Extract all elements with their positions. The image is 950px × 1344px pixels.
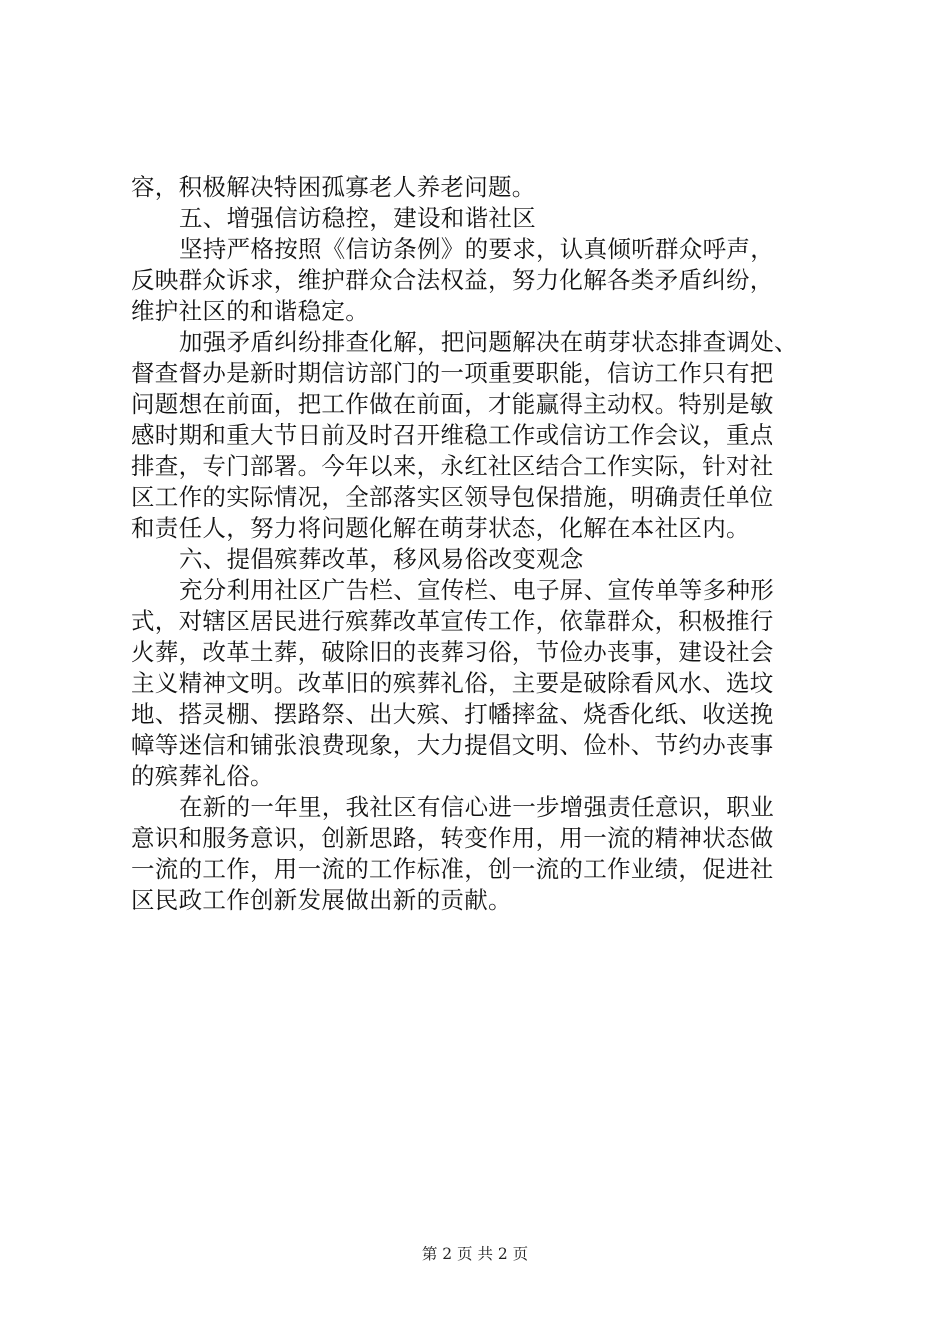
text-line-24: 区民政工作创新发展做出新的贡献。 — [131, 886, 512, 914]
section-heading-5: 五、增强信访稳控，建设和谐社区 — [179, 204, 536, 232]
text-line-17: 主义精神文明。改革旧的殡葬礼俗，主要是破除看风水、选坟 — [131, 669, 774, 697]
text-line-19: 幛等迷信和铺张浪费现象，大力提倡文明、俭朴、节约办丧事 — [131, 731, 774, 759]
document-body — [131, 172, 831, 916]
text-line-4: 反映群众诉求，维护群众合法权益，努力化解各类矛盾纠纷， — [131, 266, 774, 294]
text-line-6: 加强矛盾纠纷排查化解，把问题解决在萌芽状态排查调处、 — [179, 328, 798, 356]
text-line-3: 坚持严格按照《信访条例》的要求，认真倾听群众呼声， — [179, 235, 774, 263]
text-line-15: 式，对辖区居民进行殡葬改革宣传工作，依靠群众，积极推行 — [131, 607, 774, 635]
text-line-10: 排查，专门部署。今年以来，永红社区结合工作实际，针对社 — [131, 452, 774, 480]
text-line-14: 充分利用社区广告栏、宣传栏、电子屏、宣传单等多种形 — [179, 576, 774, 604]
text-line-5: 维护社区的和谐稳定。 — [131, 297, 369, 325]
text-line-21: 在新的一年里，我社区有信心进一步增强责任意识，职业 — [179, 793, 774, 821]
text-line-11: 区工作的实际情况，全部落实区领导包保措施，明确责任单位 — [131, 483, 774, 511]
text-line-16: 火葬，改革土葬，破除旧的丧葬习俗，节俭办丧事，建设社会 — [131, 638, 774, 666]
page-number-label: 第 2 页 共 2 页 — [421, 1245, 529, 1263]
section-heading-6: 六、提倡殡葬改革，移风易俗改变观念 — [179, 545, 584, 573]
text-line-18: 地、搭灵棚、摆路祭、出大殡、打幡摔盆、烧香化纸、收送挽 — [131, 700, 774, 728]
text-line-1: 容，积极解决特困孤寡老人养老问题。 — [131, 173, 536, 201]
page-footer — [0, 1244, 950, 1264]
text-line-7: 督查督办是新时期信访部门的一项重要职能，信访工作只有把 — [131, 359, 774, 387]
text-line-23: 一流的工作，用一流的工作标准，创一流的工作业绩，促进社 — [131, 855, 774, 883]
text-line-12: 和责任人，努力将问题化解在萌芽状态，化解在本社区内。 — [131, 514, 750, 542]
text-line-20: 的殡葬礼俗。 — [131, 762, 274, 790]
text-line-22: 意识和服务意识，创新思路，转变作用，用一流的精神状态做 — [131, 824, 774, 852]
text-line-9: 感时期和重大节日前及时召开维稳工作或信访工作会议，重点 — [131, 421, 774, 449]
text-line-8: 问题想在前面，把工作做在前面，才能赢得主动权。特别是敏 — [131, 390, 774, 418]
